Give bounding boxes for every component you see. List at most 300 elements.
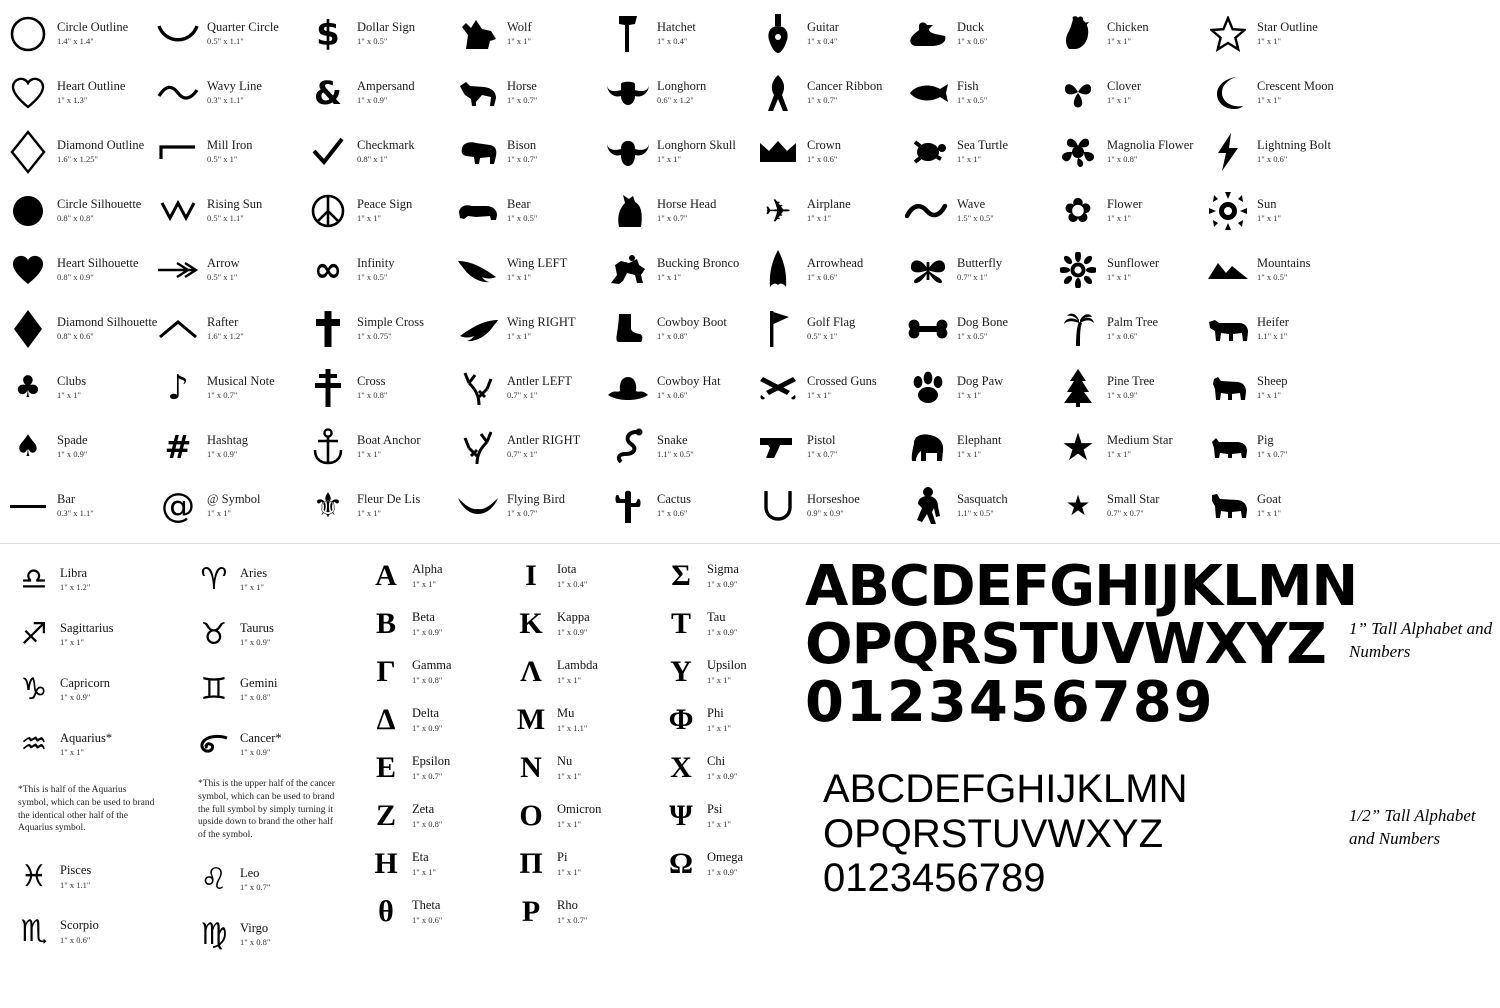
item-dimension: 1" x 0.4": [807, 36, 838, 47]
item-name: Elephant: [957, 432, 1002, 447]
catalog-item[interactable]: [900, 181, 1050, 240]
flying-bird-icon: [452, 494, 504, 518]
item-name: Omega: [707, 850, 744, 865]
catalog-item[interactable]: [360, 552, 510, 600]
item-dimension: 1" x 0.6": [807, 154, 838, 165]
section-divider: [0, 543, 1500, 544]
catalog-item[interactable]: [1050, 4, 1200, 63]
catalog-item[interactable]: [150, 476, 300, 535]
infinity-icon: ∞: [313, 249, 343, 290]
cross-icon: [302, 368, 354, 408]
greek-column-3: [655, 552, 805, 888]
scorpio-icon: ♏: [20, 913, 48, 949]
catalog-item[interactable]: [450, 181, 600, 240]
item-name: Spade: [57, 432, 88, 447]
item-dimension: 1" x 1": [1257, 390, 1281, 401]
catalog-item[interactable]: [1050, 240, 1200, 299]
item-dimension: 0.8" x 1": [357, 154, 388, 165]
catalog-item[interactable]: [450, 476, 600, 535]
item-name: Scorpio: [60, 917, 99, 932]
arrow-icon: [152, 260, 204, 280]
item-dimension: 1" x 0.9": [357, 95, 388, 106]
catalog-item[interactable]: [1200, 122, 1350, 181]
item-name: Goat: [1257, 491, 1282, 506]
catalog-item[interactable]: [0, 181, 150, 240]
item-dimension: 0.9" x 0.9": [807, 508, 844, 519]
catalog-item[interactable]: [450, 299, 600, 358]
guitar-icon: [752, 13, 804, 55]
catalog-item[interactable]: [600, 417, 750, 476]
catalog-item[interactable]: [1200, 63, 1350, 122]
item-name: Heart Outline: [57, 78, 126, 93]
item-name: Aries: [240, 565, 268, 580]
catalog-item[interactable]: [600, 4, 750, 63]
catalog-item[interactable]: [188, 552, 358, 607]
catalog-item[interactable]: [750, 63, 900, 122]
catalog-item[interactable]: [188, 662, 358, 717]
item-name: Hatchet: [657, 19, 696, 34]
greek-column-1: [360, 552, 510, 936]
alpha-icon: Α: [375, 559, 397, 592]
item-dimension: 1" x 0.6": [1107, 331, 1138, 342]
item-name: Kappa: [557, 610, 590, 625]
catalog-item[interactable]: [188, 717, 358, 772]
sasquatch-icon: [902, 486, 954, 526]
item-name: Peace Sign: [357, 196, 413, 211]
item-dimension: 1" x 0.6": [412, 914, 443, 925]
aquarius-icon: ♒: [20, 726, 48, 762]
catalog-item[interactable]: [600, 181, 750, 240]
item-name: Cowboy Hat: [657, 373, 721, 388]
catalog-column-western-2: [750, 0, 900, 540]
item-name: Musical Note: [207, 373, 275, 388]
capricorn-icon: ♑: [20, 671, 48, 707]
catalog-item[interactable]: [360, 888, 510, 936]
medium-star-icon: ★: [1060, 424, 1096, 469]
crossed-guns-icon: [752, 373, 804, 403]
catalog-item[interactable]: [360, 648, 510, 696]
catalog-item[interactable]: [750, 417, 900, 476]
catalog-item[interactable]: [750, 476, 900, 535]
chi-icon: Χ: [670, 751, 692, 784]
catalog-item[interactable]: [150, 299, 300, 358]
item-dimension: 1" x 1": [707, 818, 731, 829]
catalog-column-nature: [1050, 0, 1200, 540]
item-name: Mill Iron: [207, 137, 253, 152]
catalog-item[interactable]: [750, 4, 900, 63]
item-name: Bar: [57, 491, 76, 506]
catalog-item[interactable]: [8, 849, 188, 904]
item-dimension: 1" x 0.7": [240, 882, 271, 893]
catalog-item[interactable]: [1200, 476, 1350, 535]
item-dimension: 1" x 1": [1107, 449, 1131, 460]
item-dimension: 1" x 0.9": [57, 449, 88, 460]
catalog-item[interactable]: [150, 358, 300, 417]
item-name: Rafter: [207, 314, 239, 329]
item-name: Iota: [557, 562, 577, 577]
catalog-column-western-1: [600, 0, 750, 540]
item-dimension: 1" x 1": [557, 770, 581, 781]
aries-icon: ♈: [200, 561, 228, 597]
item-dimension: 1" x 1": [557, 674, 581, 685]
catalog-item[interactable]: [900, 122, 1050, 181]
catalog-item[interactable]: [750, 358, 900, 417]
item-name: Circle Silhouette: [57, 196, 142, 211]
heifer-icon: [1202, 314, 1254, 344]
catalog-item[interactable]: [750, 181, 900, 240]
psi-icon: Ψ: [669, 799, 693, 832]
catalog-item[interactable]: [505, 888, 655, 936]
catalog-item[interactable]: [750, 299, 900, 358]
heart-outline-icon: [2, 77, 54, 109]
catalog-item[interactable]: [505, 648, 655, 696]
item-name: Crescent Moon: [1257, 78, 1334, 93]
catalog-item[interactable]: [188, 852, 358, 907]
item-dimension: 1" x 1": [507, 272, 531, 283]
catalog-item[interactable]: [0, 63, 150, 122]
rafter-icon: [152, 317, 204, 341]
catalog-item[interactable]: [655, 600, 805, 648]
catalog-item[interactable]: [900, 4, 1050, 63]
item-name: Clover: [1107, 78, 1142, 93]
item-dimension: 1" x 1": [657, 154, 681, 165]
catalog-item[interactable]: [450, 4, 600, 63]
catalog-item[interactable]: [8, 904, 188, 959]
catalog-column-symbols: [300, 0, 450, 540]
item-name: Dog Paw: [957, 373, 1004, 388]
item-name: Lightning Bolt: [1257, 137, 1331, 152]
item-dimension: 1" x 1": [207, 508, 231, 519]
item-dimension: 1" x 0.9": [707, 626, 738, 637]
gemini-icon: ♊: [200, 671, 228, 707]
item-dimension: 1" x 0.9": [207, 449, 238, 460]
epsilon-icon: Ε: [375, 751, 396, 784]
item-dimension: 1" x 0.9": [1107, 390, 1138, 401]
catalog-item[interactable]: [1050, 122, 1200, 181]
aquarius-footnote: *This is half of the Aquarius symbol, which can be used to brand the identical other half of the Aquarius symbol.: [18, 785, 155, 834]
item-name: Crossed Guns: [807, 373, 877, 388]
catalog-item[interactable]: [150, 63, 300, 122]
item-name: Pine Tree: [1107, 373, 1155, 388]
item-name: Circle Outline: [57, 19, 129, 34]
item-name: Lambda: [557, 658, 598, 673]
catalog-item[interactable]: [655, 744, 805, 792]
catalog-item[interactable]: [300, 299, 450, 358]
catalog-item[interactable]: [600, 358, 750, 417]
catalog-item[interactable]: [1050, 417, 1200, 476]
item-name: Arrow: [207, 255, 240, 270]
pine-tree-icon: [1052, 368, 1104, 408]
item-name: Epsilon: [412, 754, 451, 769]
catalog-item[interactable]: [900, 299, 1050, 358]
catalog-item[interactable]: [900, 240, 1050, 299]
item-name: Sheep: [1257, 373, 1288, 388]
catalog-item[interactable]: [8, 552, 188, 607]
item-dimension: 1" x 1": [1257, 95, 1281, 106]
small-numbers-line: 0123456789: [823, 856, 1046, 901]
item-dimension: 1" x 0.5": [357, 272, 388, 283]
wing-right-icon: [452, 314, 504, 344]
item-name: Gamma: [412, 658, 452, 673]
catalog-item[interactable]: [150, 240, 300, 299]
catalog-item[interactable]: [1200, 181, 1350, 240]
catalog-item[interactable]: [0, 240, 150, 299]
item-dimension: 1" x 0.7": [412, 770, 443, 781]
catalog-item[interactable]: [0, 299, 158, 358]
item-dimension: 0.5" x 1": [207, 154, 238, 165]
beta-icon: Β: [375, 607, 396, 640]
item-name: Pi: [557, 850, 568, 865]
catalog-item[interactable]: [360, 696, 510, 744]
arrowhead-icon: [752, 249, 804, 291]
catalog-item[interactable]: [655, 696, 805, 744]
pisces-icon: ♓: [20, 858, 48, 894]
catalog-item[interactable]: [450, 358, 600, 417]
omicron-icon: Ο: [519, 799, 543, 832]
catalog-item[interactable]: [0, 417, 150, 476]
catalog-item[interactable]: [450, 417, 600, 476]
item-name: Beta: [412, 610, 435, 625]
item-dimension: 1" x 0.5": [357, 36, 388, 47]
item-name: Flying Bird: [507, 491, 565, 506]
catalog-item[interactable]: [600, 299, 750, 358]
item-name: Quarter Circle: [207, 19, 279, 34]
catalog-item[interactable]: [300, 240, 450, 299]
item-name: Butterfly: [957, 255, 1003, 270]
catalog-item[interactable]: [1050, 63, 1200, 122]
item-dimension: 1" x 1": [507, 36, 531, 47]
item-dimension: 1" x 0.9": [557, 626, 588, 637]
item-dimension: 1" x 0.7": [557, 914, 588, 925]
crown-icon: [752, 138, 804, 166]
item-dimension: 1" x 1": [957, 390, 981, 401]
clubs-icon: ♣: [14, 369, 42, 405]
catalog-item[interactable]: [1050, 299, 1200, 358]
catalog-item[interactable]: [900, 63, 1050, 122]
catalog-item[interactable]: [600, 240, 750, 299]
item-dimension: 0.7" x 1": [507, 390, 538, 401]
item-dimension: 1" x 1.1": [60, 879, 91, 890]
small-alphabet-note: 1/2” Tall Alphabet and Numbers: [1349, 805, 1476, 848]
catalog-item[interactable]: [900, 476, 1050, 535]
catalog-item[interactable]: [1050, 181, 1200, 240]
large-alphabet-block: [805, 554, 1500, 736]
item-name: Antler LEFT: [507, 373, 572, 388]
catalog-item[interactable]: [0, 358, 150, 417]
item-name: Diamond Outline: [57, 137, 145, 152]
item-name: Wing RIGHT: [507, 314, 576, 329]
item-name: Crown: [807, 137, 842, 152]
dollar-sign-icon: $: [316, 13, 340, 54]
catalog-item[interactable]: [1200, 299, 1350, 358]
catalog-item[interactable]: [150, 181, 300, 240]
catalog-item[interactable]: [505, 840, 655, 888]
catalog-item[interactable]: [360, 600, 510, 648]
catalog-item[interactable]: [150, 4, 300, 63]
large-alphabet-note: 1” Tall Alphabet and Numbers: [1349, 619, 1493, 661]
bear-icon: [452, 198, 504, 224]
item-dimension: 1" x 0.75": [357, 331, 392, 342]
item-dimension: 1" x 1": [60, 637, 84, 648]
item-name: Pig: [1257, 432, 1274, 447]
item-name: Wolf: [507, 19, 532, 34]
item-name: Guitar: [807, 19, 839, 34]
catalog-item[interactable]: [1050, 358, 1200, 417]
catalog-item[interactable]: [0, 122, 150, 181]
item-dimension: 1" x 0.7": [207, 390, 238, 401]
diamond-filled-icon: [2, 309, 54, 349]
catalog-item[interactable]: [600, 476, 750, 535]
catalog-item[interactable]: [360, 744, 510, 792]
alphabet-panel: [805, 552, 1500, 901]
item-name: Nu: [557, 754, 573, 769]
item-dimension: 1" x 0.9": [240, 637, 271, 648]
catalog-item[interactable]: [750, 240, 900, 299]
fleur-de-lis-icon: ⚜: [312, 485, 344, 526]
kappa-icon: Κ: [519, 607, 543, 640]
catalog-item[interactable]: [1200, 4, 1350, 63]
item-name: Palm Tree: [1107, 314, 1159, 329]
item-name: Chi: [707, 754, 726, 769]
item-dimension: 1" x 1": [412, 866, 436, 877]
catalog-item[interactable]: [300, 417, 450, 476]
duck-icon: [902, 20, 954, 48]
catalog-item[interactable]: [300, 181, 450, 240]
item-dimension: 1" x 0.9": [707, 578, 738, 589]
chicken-icon: [1052, 15, 1104, 53]
item-dimension: 1" x 0.5": [507, 213, 538, 224]
small-alphabet-block: [805, 767, 1500, 901]
catalog-item[interactable]: [1200, 417, 1350, 476]
airplane-icon: ✈: [764, 191, 792, 230]
catalog-item[interactable]: [450, 63, 600, 122]
item-name: Horseshoe: [807, 491, 860, 506]
circle-filled-icon: [2, 194, 54, 228]
rho-icon: Ρ: [521, 895, 541, 928]
item-name: Bison: [507, 137, 537, 152]
catalog-item[interactable]: [300, 476, 450, 535]
longhorn-skull-icon: [602, 137, 654, 167]
item-dimension: 0.3" x 1.1": [207, 95, 244, 106]
wave-icon: [902, 200, 954, 222]
item-dimension: 1" x 1": [957, 449, 981, 460]
catalog-item[interactable]: [0, 476, 150, 535]
catalog-item[interactable]: [505, 744, 655, 792]
item-dimension: 1" x 0.8": [657, 331, 688, 342]
item-name: Ampersand: [357, 78, 415, 93]
bucking-bronco-icon: [602, 253, 654, 287]
catalog-item[interactable]: [655, 840, 805, 888]
item-dimension: 0.8" x 0.9": [57, 272, 94, 283]
catalog-item[interactable]: [0, 4, 150, 63]
catalog-item[interactable]: [600, 122, 750, 181]
catalog-item[interactable]: [450, 122, 600, 181]
catalog-item[interactable]: [655, 792, 805, 840]
ampersand-icon: &: [314, 73, 342, 112]
catalog-item[interactable]: [150, 417, 300, 476]
elephant-icon: [902, 431, 954, 463]
item-name: Virgo: [240, 920, 269, 935]
item-name: Fleur De Lis: [357, 491, 421, 506]
item-dimension: 1" x 1": [1257, 36, 1281, 47]
catalog-item[interactable]: [188, 607, 358, 662]
item-dimension: 1" x 0.9": [412, 626, 443, 637]
catalog-item[interactable]: [505, 792, 655, 840]
catalog-column-misc: [1200, 0, 1350, 540]
item-dimension: 1" x 1": [1257, 508, 1281, 519]
catalog-item[interactable]: [750, 122, 900, 181]
catalog-item[interactable]: [1200, 358, 1350, 417]
item-name: Longhorn Skull: [657, 137, 736, 152]
catalog-item[interactable]: [655, 552, 805, 600]
item-name: Upsilon: [707, 658, 747, 673]
catalog-item[interactable]: [1050, 476, 1200, 535]
item-dimension: 1" x 1": [707, 674, 731, 685]
catalog-item[interactable]: [505, 552, 655, 600]
catalog-item[interactable]: [8, 607, 188, 662]
item-name: Wavy Line: [207, 78, 262, 93]
catalog-item[interactable]: [450, 240, 600, 299]
catalog-item[interactable]: [188, 907, 358, 962]
cowboy-hat-icon: [602, 375, 654, 401]
item-dimension: 1" x 0.5": [957, 331, 988, 342]
item-name: Theta: [412, 898, 441, 913]
item-dimension: 1" x 1": [240, 582, 264, 593]
item-name: Pisces: [60, 862, 92, 877]
cancer-footnote: *This is the upper half of the cancer symbol, which can be used to brand the full symbol by simply turning it upside down to brand the other half of the symbol.: [198, 779, 335, 841]
item-name: Bear: [507, 196, 531, 211]
catalog-item[interactable]: [300, 4, 450, 63]
item-dimension: 1" x 0.5": [957, 95, 988, 106]
wolf-icon: [452, 17, 504, 51]
catalog-item[interactable]: [360, 840, 510, 888]
cactus-icon: [602, 487, 654, 525]
catalog-item[interactable]: [8, 662, 188, 717]
catalog-item[interactable]: [8, 717, 188, 772]
item-name: Hashtag: [207, 432, 248, 447]
catalog-item[interactable]: [505, 696, 655, 744]
item-name: Airplane: [807, 196, 851, 211]
catalog-item[interactable]: [300, 122, 450, 181]
golf-flag-icon: [752, 309, 804, 349]
item-dimension: 1" x 0.7": [657, 213, 688, 224]
mill-iron-icon: [152, 141, 204, 163]
catalog-item[interactable]: [900, 417, 1050, 476]
catalog-item[interactable]: [655, 648, 805, 696]
cancer-icon: [188, 734, 240, 756]
catalog-item[interactable]: [360, 792, 510, 840]
item-name: Rising Sun: [207, 196, 263, 211]
catalog-item[interactable]: [300, 63, 450, 122]
catalog-item[interactable]: [300, 358, 450, 417]
catalog-item[interactable]: [600, 63, 750, 122]
item-dimension: 0.5" x 1.1": [207, 36, 244, 47]
item-name: Star Outline: [1257, 19, 1318, 34]
item-dimension: 1" x 0.9": [707, 866, 738, 877]
sunflower-icon: [1052, 252, 1104, 288]
item-name: Clubs: [57, 373, 87, 388]
item-dimension: 1" x 0.9": [60, 692, 91, 703]
catalog-item[interactable]: [1200, 240, 1350, 299]
item-dimension: 1" x 0.9": [412, 722, 443, 733]
hashtag-icon: #: [164, 427, 192, 466]
catalog-item[interactable]: [150, 122, 300, 181]
large-alphabet-line-2: OPQRSTUVWXYZ: [805, 612, 1326, 678]
catalog-item[interactable]: [505, 600, 655, 648]
catalog-item[interactable]: [900, 358, 1050, 417]
sea-turtle-icon: [902, 137, 954, 167]
item-dimension: 0.5" x 1": [207, 272, 238, 283]
